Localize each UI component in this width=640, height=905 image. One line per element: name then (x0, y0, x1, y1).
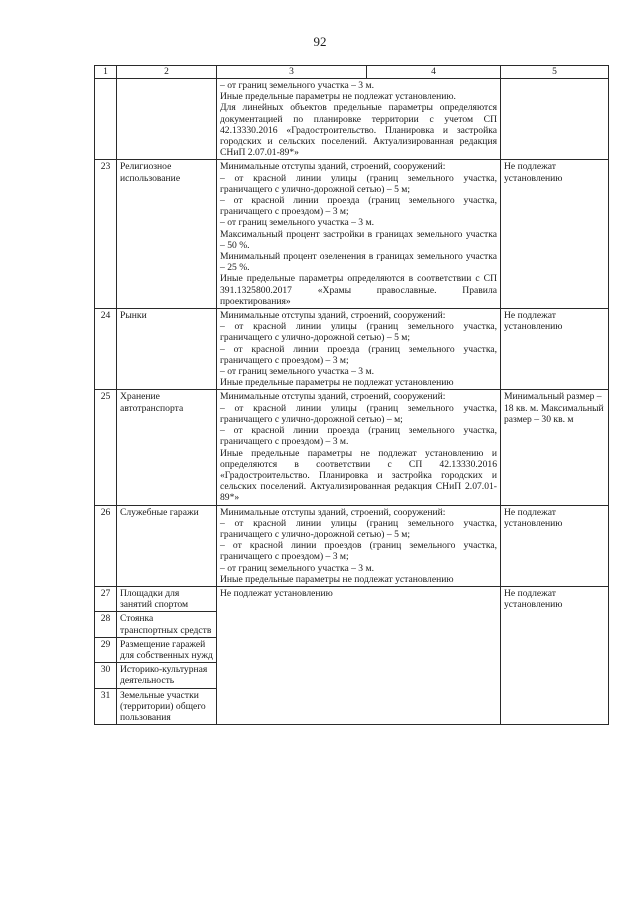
row-name-cell: Стоянка транспортных средств (117, 612, 217, 637)
row-size-cell: Минимальный размер –18 кв. м. Максимальный размер – 30 кв. м (501, 390, 609, 505)
header-cell: 4 (367, 66, 501, 79)
params-line: Минимальные отступы зданий, строений, сооружений: (220, 161, 446, 173)
params-line: – от красной линии улицы (границ земельного участка, граничащего с улично-дорожной сетью) – 5 м; (220, 517, 497, 540)
params-line: Минимальные отступы зданий, строений, сооружений: (220, 310, 446, 322)
table-row (95, 309, 609, 390)
params-line: – от красной линии проезда (границ земельного участка, граничащего с проездом) – 3 м. (220, 425, 497, 448)
row-size-cell: Не подлежат установлению (501, 505, 609, 586)
params-line: – от границ земельного участка – 3 м. (220, 366, 374, 378)
params-line: Иные предельные параметры определяются в соответствии с СП 391.1325800.2017 «Храмы православные. Правила проектирования» (220, 273, 497, 307)
row-size-cell: Не подлежат установлению (501, 586, 609, 724)
row-number-cell: 28 (95, 612, 117, 637)
table-row (95, 160, 609, 309)
header-cell: 3 (217, 66, 367, 79)
table-row (95, 505, 609, 586)
row-name-cell: Служебные гаражи (117, 505, 217, 586)
row-params-cell (217, 505, 501, 586)
row-size-cell: Не подлежат установлению (501, 309, 609, 390)
params-line: – от границ земельного участка – 3 м. (220, 217, 374, 229)
params-line: Для линейных объектов предельные параметры определяются документацией по планировке территории с учетом СП 42.13330.2016 «Градостроительство. Планировка и застройка городских и сельских поселений. Актуализированная редакция СНиП 2.07.01-89*» (220, 102, 497, 159)
params-line: – от границ земельного участка – 3 м. (220, 80, 374, 91)
row-number-cell: 27 (95, 586, 117, 611)
header-cell: 5 (501, 66, 609, 79)
params-line: Максимальный процент застройки в границах земельного участка – 50 %. (220, 228, 497, 251)
table-row (95, 586, 609, 611)
params-line: Минимальный процент озеленения в границах земельного участка – 25 %. (220, 251, 497, 274)
row-params-cell (217, 390, 501, 505)
params-line: Минимальные отступы зданий, строений, сооружений: (220, 391, 446, 403)
params-line: Иные предельные параметры не подлежат установлению. (220, 91, 456, 103)
params-line: – от красной линии улицы (границ земельного участка, граничащего с улично-дорожной сетью) – 5 м; (220, 172, 497, 195)
row-number-cell: 30 (95, 663, 117, 688)
row-number-cell: 26 (95, 505, 117, 586)
row-size-cell: Не подлежат установлению (501, 160, 609, 309)
row-params-cell: Не подлежат установлению (217, 586, 501, 724)
regulations-table (94, 65, 609, 725)
params-line: – от красной линии улицы (границ земельного участка, граничащего с улично-дорожной сетью) – 5 м; (220, 321, 497, 344)
params-line: Иные предельные параметры не подлежат установлению (220, 377, 454, 389)
row-number-cell: 23 (95, 160, 117, 309)
row-params-cell (217, 160, 501, 309)
row-number-cell (95, 79, 117, 160)
header-row (95, 66, 609, 79)
page-number: 92 (313, 34, 327, 49)
row-params-cell (217, 79, 501, 160)
row-params-cell (217, 309, 501, 390)
params-line: – от красной линии проезда (границ земельного участка, граничащего с проездом) – 3 м; (220, 195, 497, 218)
row-name-cell (117, 79, 217, 160)
row-name-cell: Земельные участки (территории) общего пользования (117, 688, 217, 725)
params-line: – от красной линии проездов (границ земельного участка, граничащего с проездом) – 3 м; (220, 540, 497, 563)
row-number-cell: 24 (95, 309, 117, 390)
table-row (95, 390, 609, 505)
params-line: Минимальные отступы зданий, строений, сооружений: (220, 506, 446, 518)
row-name-cell: Площадки для занятий спортом (117, 586, 217, 611)
row-name-cell: Размещение гаражей для собственных нужд (117, 637, 217, 662)
row-number-cell: 25 (95, 390, 117, 505)
row-name-cell: Хранение автотранспорта (117, 390, 217, 505)
header-cell: 2 (117, 66, 217, 79)
params-line: – от границ земельного участка – 3 м. (220, 562, 374, 574)
params-line: Иные предельные параметры не подлежат установлению и определяются в соответствии с СП 42.13330.2016 «Градостроительство. Планировка и застройка городских и сельских поселений. Актуализированная редакция СНиП 2.07.01-89*» (220, 447, 497, 504)
row-name-cell: Историко-культурная деятельность (117, 663, 217, 688)
row-name-cell: Религиозное использование (117, 160, 217, 309)
header-cell: 1 (95, 66, 117, 79)
row-size-cell (501, 79, 609, 160)
row-number-cell: 31 (95, 688, 117, 725)
params-line: – от красной линии проезда (границ земельного участка, граничащего с проездом) – 3 м; (220, 343, 497, 366)
row-name-cell: Рынки (117, 309, 217, 390)
row-number-cell: 29 (95, 637, 117, 662)
continuation-row (95, 79, 609, 160)
params-line: – от красной линии улицы (границ земельного участка, граничащего с улично-дорожной сетью) – м; (220, 402, 497, 425)
params-line: Иные предельные параметры не подлежат установлению (220, 573, 454, 585)
